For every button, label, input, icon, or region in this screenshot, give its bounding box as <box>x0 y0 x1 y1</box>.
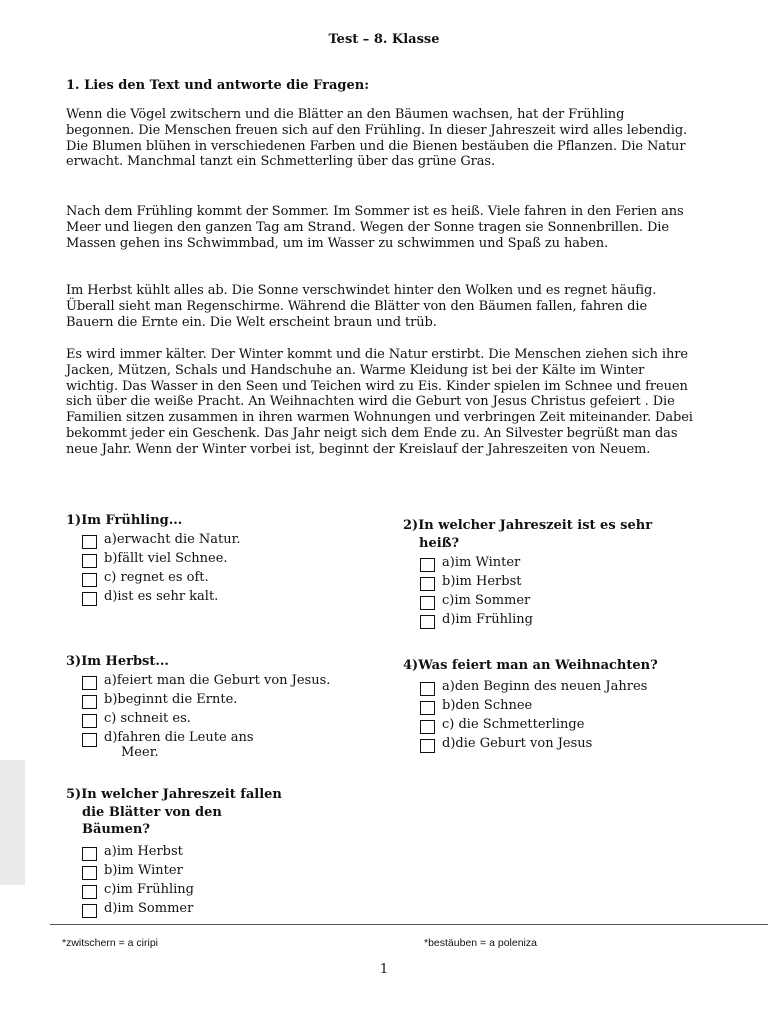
paragraph-winter: Es wird immer kälter. Der Winter kommt und die Natur erstirbt. Die Menschen ziehen sich ihre Jacken, Mützen, Schals und Handschuhe an. Warme Kleidung ist bei der Kälte im Winter wichtig. Das Wasser in den Seen und Teichen wird zu Eis. Kinder spielen im Schnee und freuen sich über die weiße Pracht. An Weihnachten wird die Geburt von Jesus Christus gefeiert . Die Familien sitzen zusammen in ihren warmen Wohnungen und verbringen Zeit miteinander. Dabei bekommt jeder ein Geschenk. Das Jahr neigt sich dem Ende zu. An Silvester begrüßt man das neue Jahr. Wenn der Winter vorbei ist, beginnt der Kreislauf der Jahreszeiten von Neuem. <box>66 347 693 457</box>
page-title: Test – 8. Klasse <box>328 32 440 47</box>
paragraph-summer: Nach dem Frühling kommt der Sommer. Im Sommer ist es heiß. Viele fahren in den Ferien ans Meer und liegen den ganzen Tag am Strand. Wegen der Sonne tragen sie Sonnenbrillen. Die Massen gehen ins Schwimmbad, um im Wasser zu schwimmen und Spaß zu haben. <box>66 204 684 251</box>
checkbox[interactable] <box>82 866 97 880</box>
checkbox[interactable] <box>82 592 97 606</box>
question-4-text: 4)Was feiert man an Weihnachten? <box>403 658 658 673</box>
question-2 <box>403 517 652 552</box>
paragraph-autumn: Im Herbst kühlt alles ab. Die Sonne verschwindet hinter den Wolken und es regnet häufig. Überall sieht man Regenschirme. Während die Blätter von den Bäumen fallen, fahren die Bauern die Ernte ein. Die Welt erscheint braun und trüb. <box>66 283 657 330</box>
checkbox[interactable] <box>82 904 97 918</box>
question-1-text: 1)Im Frühling... <box>66 513 183 528</box>
checkbox[interactable] <box>420 596 435 610</box>
paragraph-spring: Wenn die Vögel zwitschern und die Blätter an den Bäumen wachsen, hat der Frühling begonnen. Die Menschen freuen sich auf den Frühling. In dieser Jahreszeit wird alles lebendig. Die Blumen blühen in verschiedenen Farben und die Bienen bestäuben die Pflanzen. Die Natur erwacht. Manchmal tanzt ein Schmetterling über das grüne Gras. <box>66 107 688 170</box>
task-heading: 1. Lies den Text und antworte die Fragen: <box>66 78 369 93</box>
question-3 <box>66 653 169 671</box>
checkbox[interactable] <box>420 739 435 753</box>
checkbox[interactable] <box>82 714 97 728</box>
question-3-text: 3)Im Herbst... <box>66 654 169 669</box>
question-5-text: 5)In welcher Jahreszeit fallen <box>66 787 282 802</box>
question-1 <box>66 512 182 530</box>
checkbox[interactable] <box>420 682 435 696</box>
question-5-text-cont: die Blätter von den <box>82 804 222 820</box>
page-number: 1 <box>379 962 389 977</box>
question-5-text-cont2: Bäumen? <box>82 822 150 837</box>
checkbox[interactable] <box>82 554 97 568</box>
page-edge-strip <box>0 760 25 885</box>
question-2-text: 2)In welcher Jahreszeit ist es sehr <box>403 518 653 533</box>
checkbox[interactable] <box>82 676 97 690</box>
footnote-zwitschern: *zwitschern = a ciripi <box>62 937 158 949</box>
checkbox[interactable] <box>82 885 97 899</box>
checkbox[interactable] <box>82 535 97 549</box>
question-4 <box>403 657 658 675</box>
checkbox[interactable] <box>420 615 435 629</box>
checkbox[interactable] <box>82 733 97 747</box>
question-2-text-cont: heiß? <box>419 535 460 551</box>
checkbox[interactable] <box>420 720 435 734</box>
checkbox[interactable] <box>420 558 435 572</box>
checkbox[interactable] <box>420 701 435 715</box>
checkbox[interactable] <box>82 695 97 709</box>
checkbox[interactable] <box>82 573 97 587</box>
checkbox[interactable] <box>420 577 435 591</box>
footnote-divider <box>50 924 768 925</box>
footnote-bestaeuben: *bestäuben = a poleniza <box>424 937 537 949</box>
question-5 <box>66 786 282 839</box>
checkbox[interactable] <box>82 847 97 861</box>
